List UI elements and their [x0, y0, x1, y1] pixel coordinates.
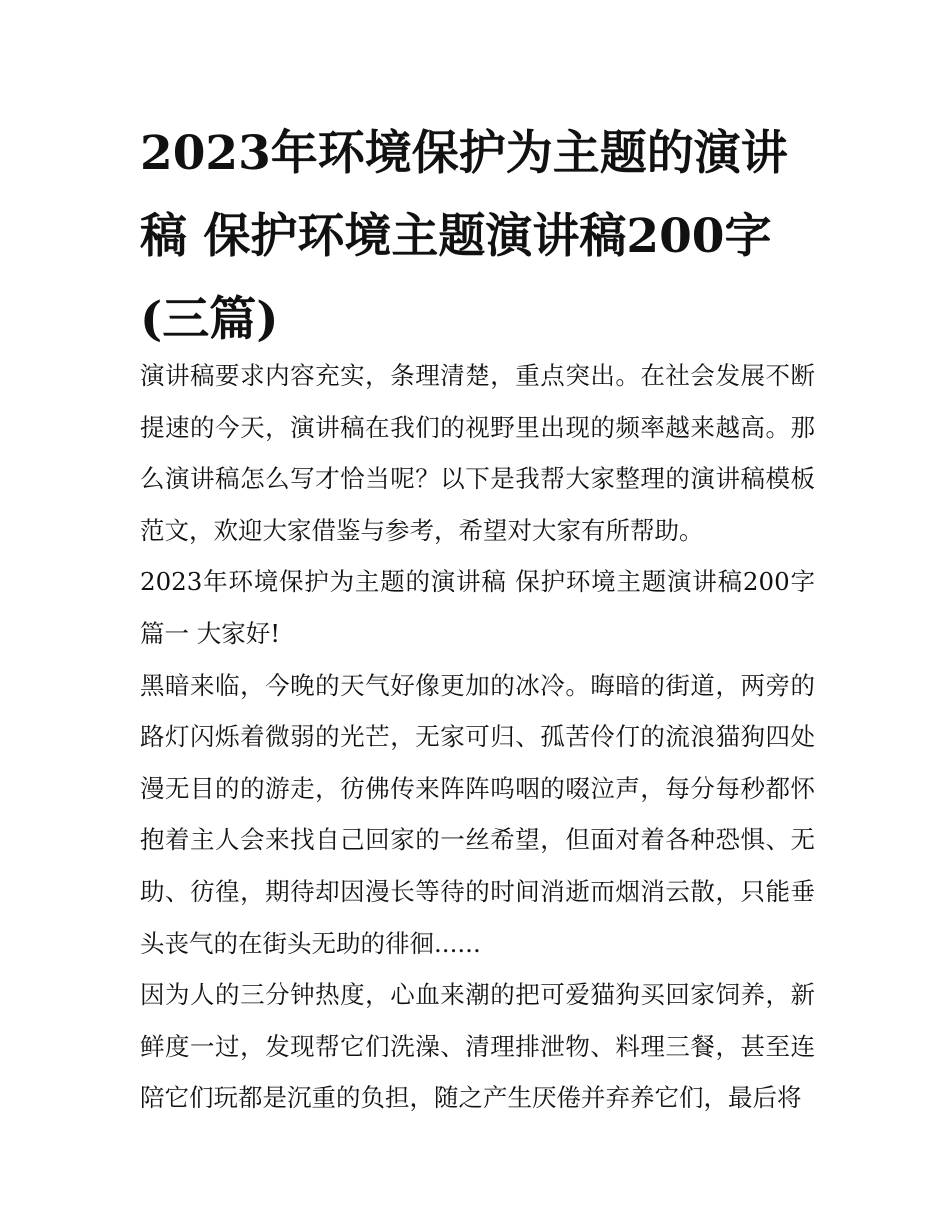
body-paragraph-2: 因为人的三分钟热度，心血来潮的把可爱猫狗买回家饲养，新鲜度一过，发现帮它们洗澡、清理排泄物、料理三餐，甚至连陪它们玩都是沉重的负担，随之产生厌倦并弃养它们，最后将	[140, 980, 815, 1113]
body-paragraph-1: 黑暗来临，今晚的天气好像更加的冰冷。晦暗的街道，两旁的路灯闪烁着微弱的光芒，无家可归、孤苦伶仃的流浪猫狗四处漫无目的的游走，彷佛传来阵阵呜咽的啜泣声，每分每秒都怀抱着主人会来找自己回家的一丝希望，但面对着各种恐惧、无助、彷徨，期待却因漫长等待的时间消逝而烟消云散，只能垂头丧气的在街头无助的徘徊......	[140, 670, 815, 958]
section-heading	[140, 556, 815, 659]
document-title: 2023年环境保护为主题的演讲稿 保护环境主题演讲稿200字(三篇)	[140, 126, 788, 347]
greeting-text: 大家好!	[196, 618, 281, 648]
document-body	[140, 350, 815, 1124]
section-heading-text: 2023年环境保护为主题的演讲稿 保护环境主题演讲稿200字 篇一	[140, 567, 815, 648]
intro-paragraph: 演讲稿要求内容充实，条理清楚，重点突出。在社会发展不断提速的今天，演讲稿在我们的视野里出现的频率越来越高。那么演讲稿怎么写才恰当呢？以下是我帮大家整理的演讲稿模板范文，欢迎大家借鉴与参考，希望对大家有所帮助。	[140, 361, 815, 545]
